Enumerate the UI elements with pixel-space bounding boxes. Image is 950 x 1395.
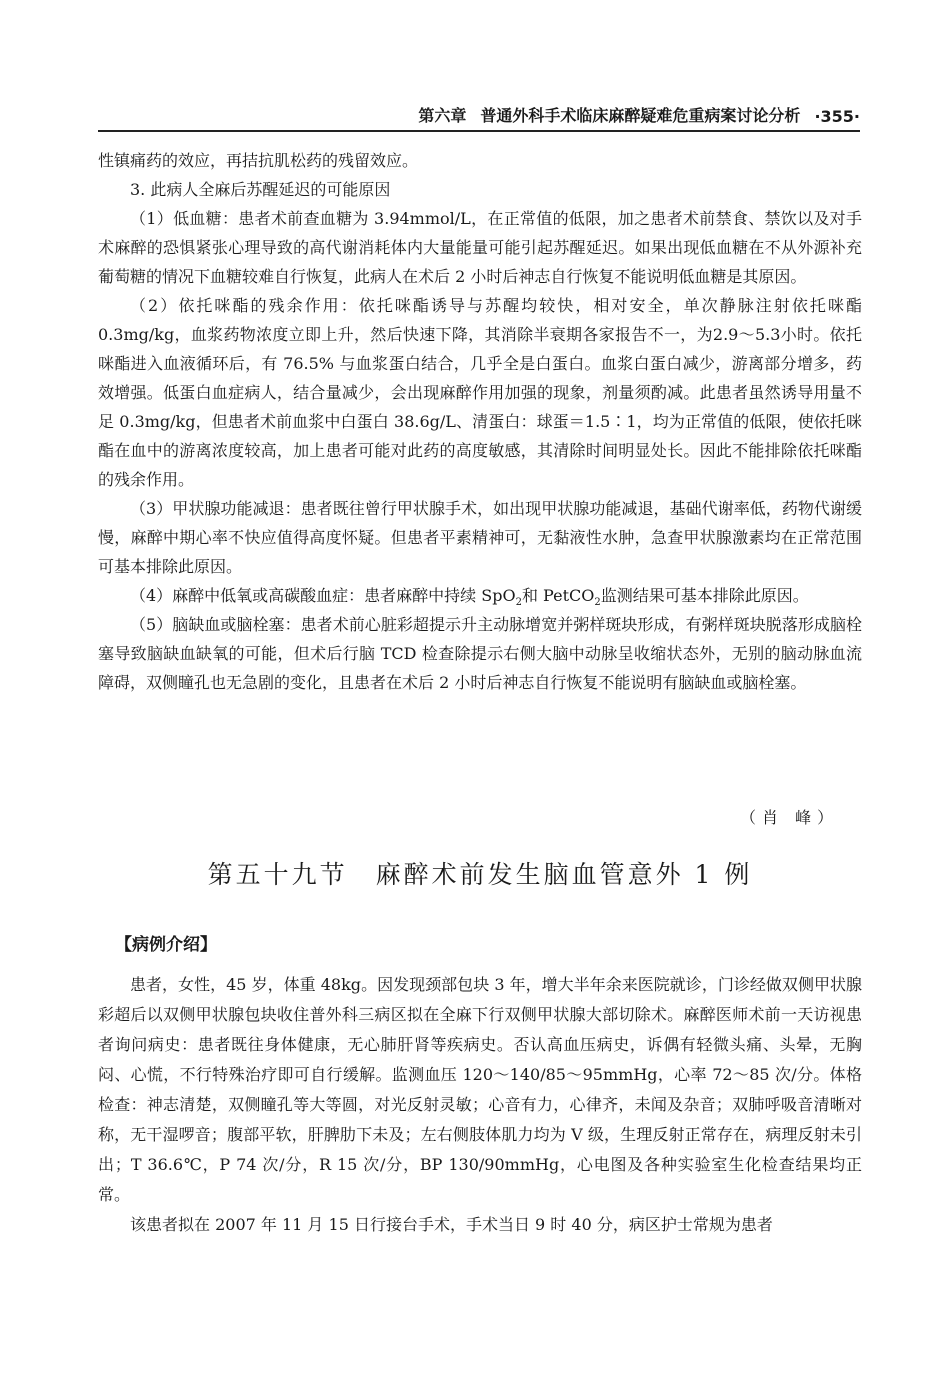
text-run: 监测结果可基本排除此原因。 bbox=[600, 586, 809, 605]
paragraph: （1）低血糖：患者术前查血糖为 3.94mmol/L，在正常值的低限，加之患者术前禁食、禁饮以及对手术麻醉的恐惧紧张心理导致的高代谢消耗体内大量能量可能引起苏醒延迟。如果出现低血糖在不从外源补充葡萄糖的情况下血糖较难自行恢复，此病人在术后 2 小时后神志自行恢复不能说明低血糖是其原因。 bbox=[98, 209, 862, 286]
paragraph: （5）脑缺血或脑栓塞：患者术前心脏彩超提示升主动脉增宽并粥样斑块形成，有粥样斑块脱落形成脑栓塞导致脑缺血缺氧的可能，但术后行脑 TCD 检查除提示右侧大脑中动脉呈收缩状态外，无别的脑动脉血流障碍，双侧瞳孔也无急剧的变化，且患者在术后 2 小时后神志自行恢复不能说明有脑缺血或脑栓塞。 bbox=[98, 615, 862, 692]
case-heading: 【病例介绍】 bbox=[115, 935, 217, 955]
text-run: 和 PetCO bbox=[521, 586, 595, 605]
paragraph: （2）依托咪酯的残余作用：依托咪酯诱导与苏醒均较快，相对安全，单次静脉注射依托咪酯0.3mg/kg，血浆药物浓度立即上升，然后快速下降，其消除半衰期各家报告不一，为2.9～5.3小时。依托咪酯进入血液循环后，有 76.5% 与血浆蛋白结合，几乎全是白蛋白。血浆白蛋白减少，游离部分增多，药效增强。低蛋白血症病人，结合量减少，会出现麻醉作用加强的现象，剂量须酌减。此患者虽然诱导用量不足 0.3mg/kg，但患者术前血浆中白蛋白 38.6g/L、清蛋白：球蛋＝1.5∶1，均为正常值的低限，使依托咪酯在血中的游离浓度较高，加上患者可能对此药的高度敏感，其清除时间明显处长。因此不能排除依托咪酯的残余作用。 bbox=[98, 296, 862, 489]
paragraph: 性镇痛药的效应，再拮抗肌松药的残留效应。 bbox=[98, 151, 419, 170]
chapter-label: 第六章 bbox=[418, 106, 467, 125]
discussion-section bbox=[98, 146, 862, 697]
running-header bbox=[98, 100, 860, 132]
running-title: 普通外科手术临床麻醉疑难危重病案讨论分析 bbox=[480, 106, 801, 125]
section-title: 第五十九节 麻醉术前发生脑血管意外 1 例 bbox=[207, 860, 753, 889]
paragraph bbox=[98, 581, 862, 610]
paragraph: 该患者拟在 2007 年 11 月 15 日行接台手术，手术当日 9 时 40 分，病区护士常规为患者 bbox=[130, 1215, 773, 1234]
paragraph: 3. 此病人全麻后苏醒延迟的可能原因 bbox=[130, 180, 391, 199]
case-section bbox=[98, 970, 862, 1240]
paragraph: （3）甲状腺功能减退：患者既往曾行甲状腺手术，如出现甲状腺功能减退，基础代谢率低，药物代谢缓慢，麻醉中期心率不快应值得高度怀疑。但患者平素精神可，无黏液性水肿，急查甲状腺激素均在正常范围可基本排除此原因。 bbox=[98, 499, 862, 576]
subscript: 2 bbox=[515, 597, 522, 609]
paragraph: 患者，女性，45 岁，体重 48kg。因发现颈部包块 3 年，增大半年余来医院就诊，门诊经做双侧甲状腺彩超后以双侧甲状腺包块收住普外科三病区拟在全麻下行双侧甲状腺大部切除术。麻醉医师术前一天访视患者询问病史：患者既往身体健康，无心肺肝肾等疾病史。否认高血压病史，诉偶有轻微头痛、头晕，无胸闷、心慌，不行特殊治疗即可自行缓解。监测血压 120～140/85～95mmHg，心率 72～85 次/分。体格检查：神志清楚，双侧瞳孔等大等圆，对光反射灵敏；心音有力，心律齐，未闻及杂音；双肺呼吸音清晰对称，无干湿啰音；腹部平软，肝脾肋下未及；左右侧肢体肌力均为 V 级，生理反射正常存在，病理反射未引出；T 36.6℃，P 74 次/分，R 15 次/分，BP 130/90mmHg，心电图及各种实验室生化检查结果均正常。 bbox=[98, 975, 862, 1204]
page-number: ·355· bbox=[814, 107, 860, 126]
text-run: （4）麻醉中低氧或高碳酸血症：患者麻醉中持续 SpO bbox=[130, 586, 516, 605]
author-attribution: （肖 峰） bbox=[740, 808, 840, 827]
subscript: 2 bbox=[594, 597, 601, 609]
